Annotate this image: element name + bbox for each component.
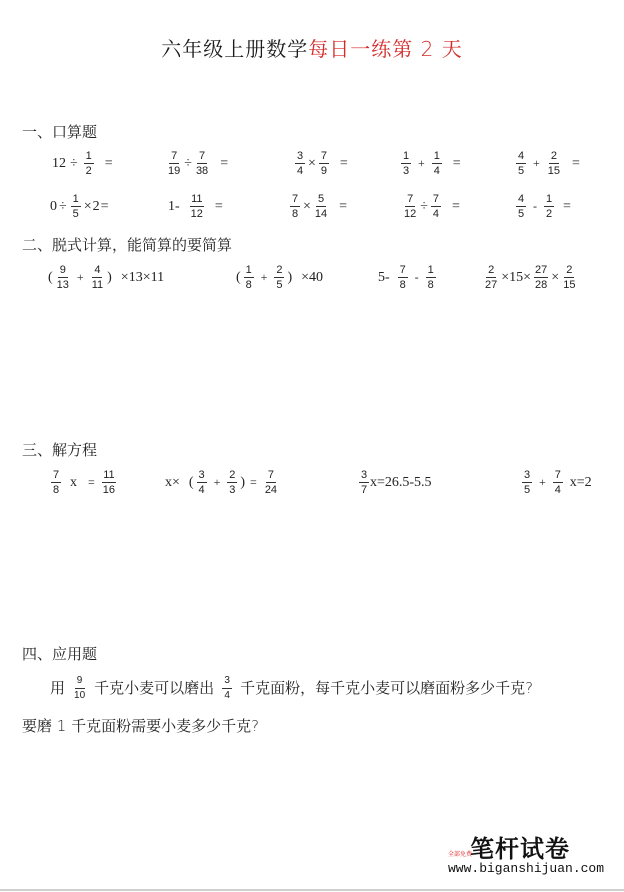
fraction: $\frac{2}{15}$ xyxy=(563,264,576,291)
calc-1 xyxy=(48,264,164,291)
operator: × xyxy=(308,155,316,171)
page-title xyxy=(0,33,624,62)
fraction: $\frac{7}{8}$ xyxy=(52,469,60,496)
equation-3 xyxy=(359,469,432,496)
paren-close: ) xyxy=(107,269,112,285)
fraction: $\frac{7}{12}$ xyxy=(404,193,417,220)
bottom-divider xyxy=(0,889,624,891)
operator: + xyxy=(213,475,221,489)
fraction: $\frac{7}{4}$ xyxy=(432,193,439,220)
fraction: $\frac{2}{27}$ xyxy=(485,264,498,291)
oral-1-3 xyxy=(293,150,351,177)
fraction: $\frac{27}{28}$ xyxy=(535,264,548,291)
equals: = xyxy=(250,475,257,489)
variable: x xyxy=(70,474,77,490)
equals: = xyxy=(339,155,348,171)
equals: = xyxy=(100,198,109,214)
calc-2 xyxy=(236,264,323,291)
paren-open: ( xyxy=(236,269,241,285)
title-red: 每日一练第 2 天 xyxy=(308,37,463,61)
equation-2 xyxy=(165,469,280,496)
oral-1-1 xyxy=(52,150,116,177)
fraction: $\frac{9}{10}$ xyxy=(74,674,86,701)
operator: × xyxy=(551,269,560,285)
fraction: $\frac{3}{4}$ xyxy=(198,469,205,496)
fraction: $\frac{5}{14}$ xyxy=(314,193,328,220)
number: 0 xyxy=(50,198,57,214)
fraction: $\frac{7}{19}$ xyxy=(168,150,181,177)
variable: x× xyxy=(165,474,180,490)
operator: + xyxy=(418,156,425,170)
fraction: $\frac{1}{2}$ xyxy=(85,150,92,177)
logo-title: 笔杆试卷 xyxy=(470,835,570,863)
operator: + xyxy=(539,475,546,489)
logo-badge: 全部免费 xyxy=(448,851,473,858)
section-2-heading: 二、脱式计算，能简算的要简算 xyxy=(22,236,233,254)
fraction: $\frac{4}{11}$ xyxy=(91,264,104,291)
fraction: $\frac{3}{4}$ xyxy=(296,150,304,177)
operator: - xyxy=(533,199,537,213)
fraction: $\frac{3}{5}$ xyxy=(523,469,531,496)
problem-text: 用 xyxy=(50,679,66,697)
oral-1-4 xyxy=(399,150,464,177)
number: 5- xyxy=(378,269,390,285)
operator: + xyxy=(533,156,540,170)
oral-2-2 xyxy=(168,193,226,220)
fraction: $\frac{3}{4}$ xyxy=(222,675,232,702)
operator: + xyxy=(260,270,268,284)
fraction: $\frac{2}{3}$ xyxy=(229,469,236,496)
number: 12 xyxy=(52,155,66,171)
section-4-heading: 四、应用题 xyxy=(22,645,98,663)
operator: × xyxy=(303,198,311,214)
equals: = xyxy=(104,155,113,171)
equals: = xyxy=(451,198,460,214)
fraction: $\frac{7}{38}$ xyxy=(195,150,209,177)
fraction: $\frac{1}{8}$ xyxy=(245,264,252,291)
fraction: $\frac{1}{3}$ xyxy=(402,150,410,177)
section-1-heading: 一、口算题 xyxy=(22,123,98,141)
fraction: $\frac{9}{13}$ xyxy=(56,264,69,291)
fraction: $\frac{3}{7}$ xyxy=(360,469,368,496)
fraction: $\frac{7}{9}$ xyxy=(320,150,327,177)
logo-url: www.biganshijuan.com xyxy=(448,861,605,876)
fraction: $\frac{7}{8}$ xyxy=(291,193,299,220)
tail-expression: ×40 xyxy=(301,269,324,285)
fraction: $\frac{1}{8}$ xyxy=(427,264,434,291)
word-problem-line-1 xyxy=(50,673,533,703)
problem-text: 千克小麦可以磨出 xyxy=(94,679,215,697)
paren-close: ) xyxy=(287,269,293,285)
equals: = xyxy=(452,155,461,171)
operator: ÷ xyxy=(420,198,428,214)
equation-4 xyxy=(520,469,592,496)
fraction: $\frac{1}{2}$ xyxy=(545,193,553,220)
paren-open: ( xyxy=(48,269,53,285)
operator: ÷ xyxy=(184,155,192,171)
fraction: $\frac{7}{4}$ xyxy=(554,469,561,496)
oral-2-3 xyxy=(288,193,350,220)
fraction: $\frac{1}{5}$ xyxy=(72,193,79,220)
equation-rest: x=2 xyxy=(569,474,592,490)
paren-close: ) xyxy=(240,474,246,490)
oral-2-4 xyxy=(401,193,463,220)
calc-3 xyxy=(378,264,438,291)
fraction: $\frac{4}{5}$ xyxy=(517,150,525,177)
number: 1- xyxy=(168,198,180,214)
equals: = xyxy=(339,198,348,214)
problem-text: 千克面粉，每千克小麦可以磨面粉多少千克? xyxy=(240,679,534,697)
operator: + xyxy=(76,270,84,284)
oral-2-5 xyxy=(514,193,574,220)
equation-1 xyxy=(49,469,118,496)
oral-1-2 xyxy=(165,150,231,177)
oral-1-5 xyxy=(514,150,583,177)
operator: ×15× xyxy=(501,269,532,285)
title-black: 六年级上册数学 xyxy=(161,37,309,61)
equals: = xyxy=(563,198,571,214)
fraction: $\frac{2}{5}$ xyxy=(276,264,283,291)
fraction: $\frac{1}{4}$ xyxy=(433,150,440,177)
paren-open: ( xyxy=(188,474,194,490)
equals: = xyxy=(214,198,223,214)
equals: = xyxy=(572,155,580,171)
fraction: $\frac{2}{15}$ xyxy=(547,150,561,177)
number: 2 xyxy=(92,198,100,214)
operator: ÷ xyxy=(59,198,67,214)
fraction: $\frac{11}{16}$ xyxy=(102,469,116,496)
fraction: $\frac{7}{24}$ xyxy=(264,469,278,496)
calc-4 xyxy=(482,264,578,291)
oral-2-1 xyxy=(50,193,109,220)
fraction: $\frac{4}{5}$ xyxy=(517,193,525,220)
equals: = xyxy=(88,475,95,489)
word-problem-line-2: 要磨 1 千克面粉需要小麦多少千克? xyxy=(22,717,260,735)
operator: × xyxy=(83,198,92,214)
operator: ÷ xyxy=(70,155,78,171)
section-3-heading: 三、解方程 xyxy=(22,441,98,459)
equals: = xyxy=(220,155,229,171)
equation-rest: x=26.5-5.5 xyxy=(370,474,432,490)
fraction: $\frac{11}{12}$ xyxy=(190,193,203,220)
tail-expression: ×13×11 xyxy=(120,269,165,285)
fraction: $\frac{7}{8}$ xyxy=(399,264,406,291)
operator: - xyxy=(414,270,419,284)
